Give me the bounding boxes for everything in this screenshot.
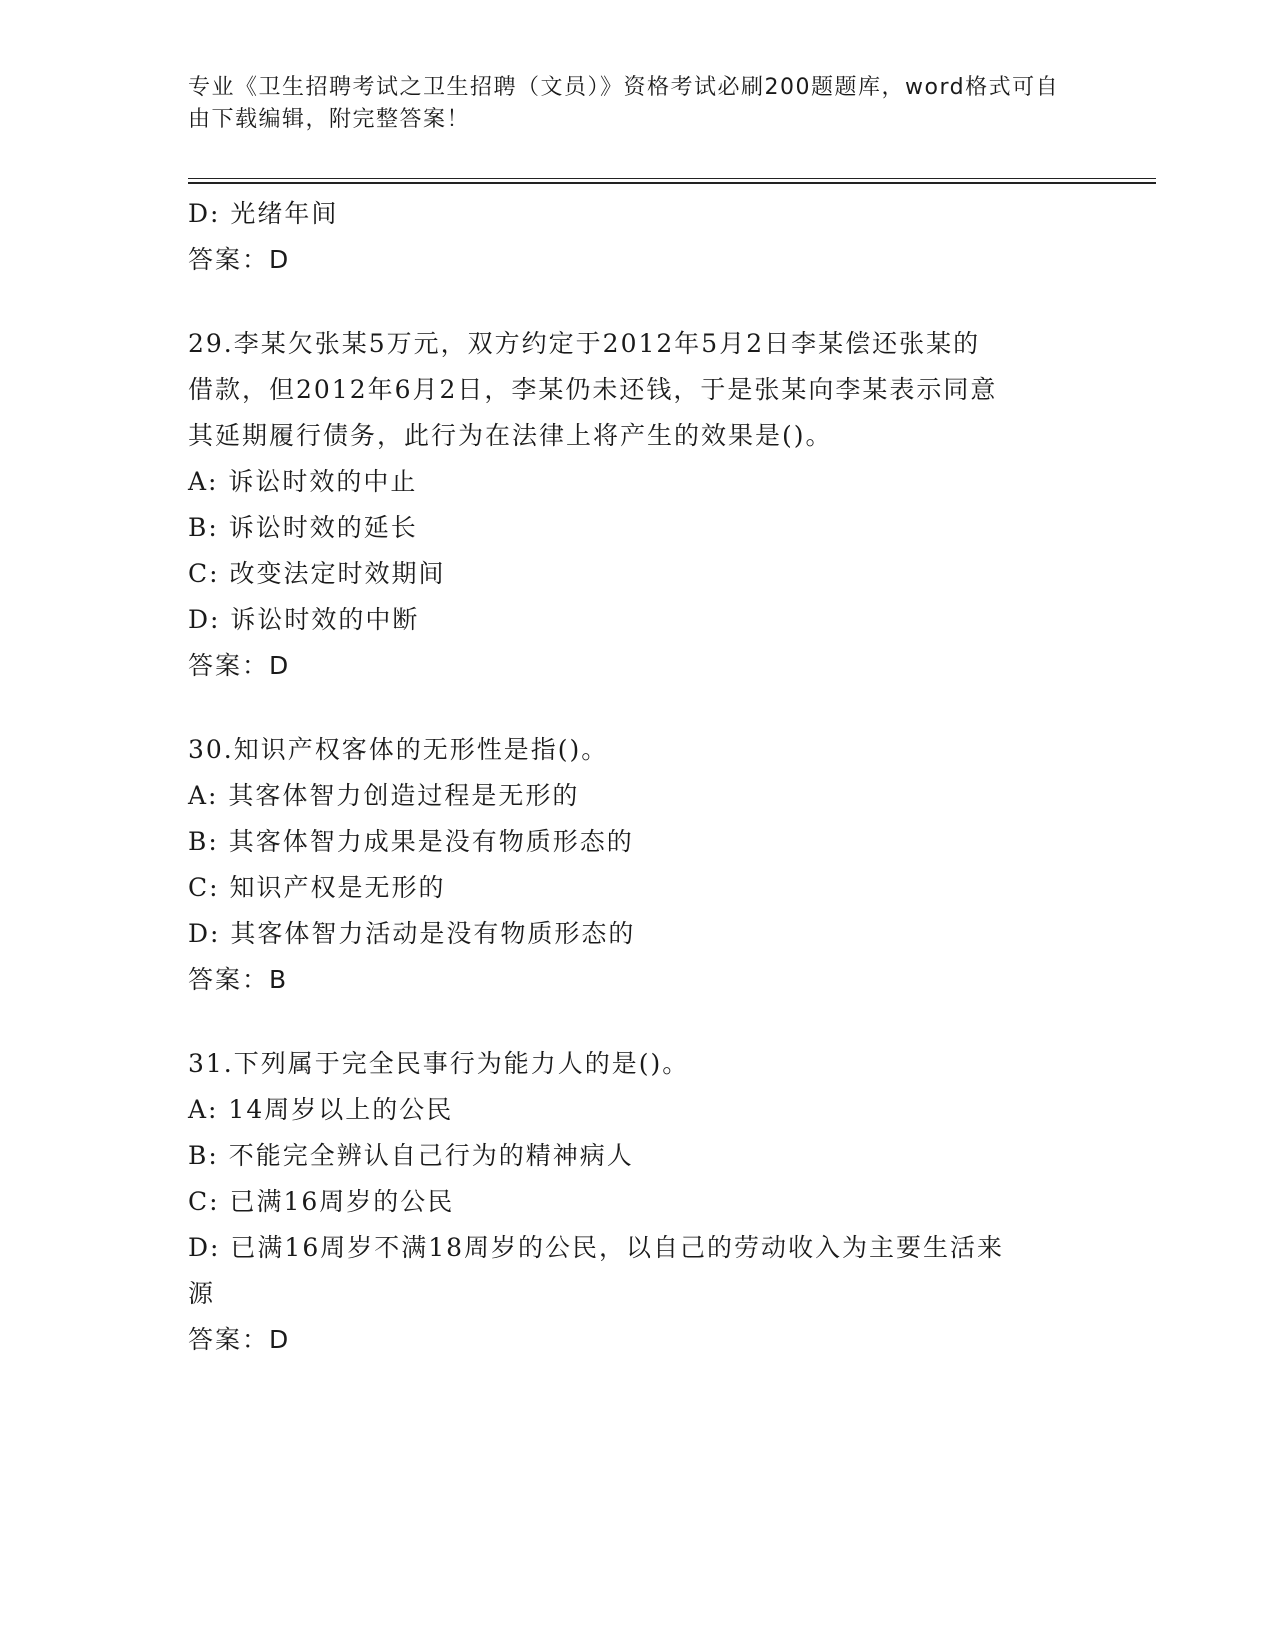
question-stem-line: 其延期履行债务，此行为在法律上将产生的效果是()。 bbox=[188, 421, 833, 450]
option-b: B: 其客体智力成果是没有物质形态的 bbox=[188, 827, 634, 856]
question-stem-line: 30.知识产权客体的无形性是指()。 bbox=[188, 735, 609, 764]
answer: 答案：D bbox=[188, 651, 291, 680]
spacer bbox=[188, 689, 1088, 727]
question-30 bbox=[188, 727, 1088, 1003]
option-d: D: 其客体智力活动是没有物质形态的 bbox=[188, 919, 636, 948]
option-d-continuation: 源 bbox=[188, 1279, 216, 1308]
answer: 答案：B bbox=[188, 965, 289, 994]
option-b: B: 不能完全辨认自己行为的精神病人 bbox=[188, 1141, 634, 1170]
spacer bbox=[188, 283, 1088, 321]
option-a: A: 诉讼时效的中止 bbox=[188, 467, 418, 496]
header-divider-thin bbox=[188, 178, 1156, 179]
option-a: A: 其客体智力创造过程是无形的 bbox=[188, 781, 580, 810]
option-a: A: 14周岁以上的公民 bbox=[188, 1095, 454, 1124]
question-stem-line: 29.李某欠张某5万元，双方约定于2012年5月2日李某偿还张某的 bbox=[188, 329, 981, 358]
question-list bbox=[188, 191, 1088, 1363]
question-29 bbox=[188, 321, 1088, 689]
prev-answer: 答案：D bbox=[188, 245, 291, 274]
option-c: C: 已满16周岁的公民 bbox=[188, 1187, 455, 1216]
spacer bbox=[188, 1003, 1088, 1041]
prev-option-d: D: 光绪年间 bbox=[188, 199, 339, 228]
question-stem-line: 31.下列属于完全民事行为能力人的是()。 bbox=[188, 1049, 690, 1078]
answer: 答案：D bbox=[188, 1325, 291, 1354]
document-header: 专业《卫生招聘考试之卫生招聘（文员）》资格考试必刷200题题库，word格式可自由下载编辑，附完整答案！ bbox=[188, 75, 1060, 132]
option-b: B: 诉讼时效的延长 bbox=[188, 513, 418, 542]
option-d: D: 诉讼时效的中断 bbox=[188, 605, 420, 634]
question-31 bbox=[188, 1041, 1088, 1363]
option-c: C: 改变法定时效期间 bbox=[188, 559, 446, 588]
option-d: D: 已满16周岁不满18周岁的公民，以自己的劳动收入为主要生活来 bbox=[188, 1233, 1005, 1262]
header-divider-thick bbox=[188, 182, 1156, 184]
question-stem-line: 借款，但2012年6月2日，李某仍未还钱，于是张某向李某表示同意 bbox=[188, 375, 998, 404]
option-c: C: 知识产权是无形的 bbox=[188, 873, 446, 902]
